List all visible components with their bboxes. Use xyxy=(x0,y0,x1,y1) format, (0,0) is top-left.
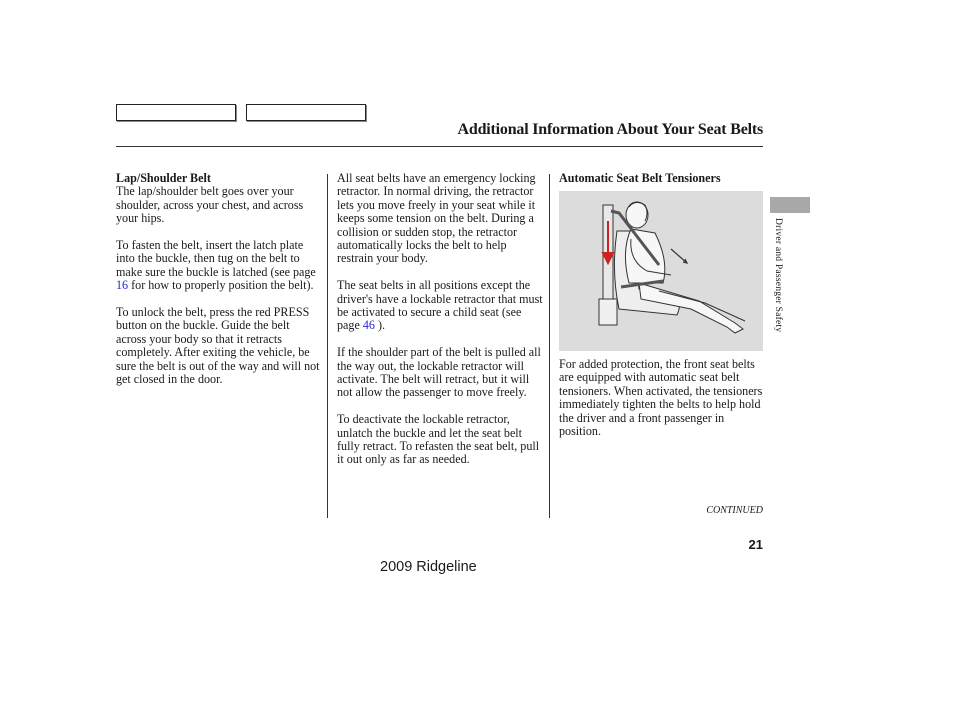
section-heading-lap-shoulder-belt: Lap/Shoulder Belt xyxy=(116,171,211,185)
text-fragment: ). xyxy=(374,318,386,333)
paragraph: The lap/shoulder belt goes over your shoulder, across your chest, and across your hips. xyxy=(116,184,304,226)
text-fragment: for how to properly position the belt). xyxy=(128,278,314,293)
column-emergency-locking-retractor xyxy=(337,172,545,480)
section-side-tab[interactable] xyxy=(770,197,810,213)
column-divider xyxy=(327,174,328,518)
paragraph: All seat belts have an emergency locking retractor. In normal driving, the retractor lets you move freely in your seat while it keeps some tension on the belt. During a collision or sudden stop, the retractor automatically locks the belt to help restrain your body. xyxy=(337,171,536,266)
column-seat-belt-tensioners xyxy=(559,172,763,185)
paragraph xyxy=(116,239,321,293)
paragraph xyxy=(337,279,545,333)
text-fragment: To fasten the belt, insert the latch plate into the buckle, then tug on the belt to make sure the buckle is latched (see page xyxy=(116,238,316,279)
nav-button-2[interactable] xyxy=(246,104,366,121)
column-lap-shoulder-belt xyxy=(116,172,321,400)
seatbelt-figure-icon xyxy=(559,191,763,351)
paragraph: If the shoulder part of the belt is pulled all the way out, the lockable retractor will activate. The belt will retract, but it will not allow the passenger to move freely. xyxy=(337,345,541,400)
section-side-label: Driver and Passenger Safety xyxy=(773,218,784,333)
vehicle-model-footer: 2009 Ridgeline xyxy=(380,559,477,575)
nav-button-1[interactable] xyxy=(116,104,236,121)
tensioners-paragraph: For added protection, the front seat belts are equipped with automatic seat belt tensioners. When activated, the tensioners immediately tighten the belts to help hold the driver and a front passenger in position. xyxy=(559,357,763,439)
column-divider xyxy=(549,174,550,518)
seated-passenger-seatbelt-illustration xyxy=(559,191,763,351)
title-divider xyxy=(116,146,763,147)
section-heading-tensioners: Automatic Seat Belt Tensioners xyxy=(559,171,721,185)
page-title: Additional Information About Your Seat Belts xyxy=(457,121,763,138)
text-fragment: The seat belts in all positions except the driver's have a lockable retractor that must be activated to secure a child seat (see page xyxy=(337,278,543,333)
page-link-46[interactable]: 46 xyxy=(362,318,375,333)
paragraph: To unlock the belt, press the red PRESS button on the buckle. Guide the belt across your body so that it retracts completely. After exiting the vehicle, be sure the belt is out of the way and will not get closed in the door. xyxy=(116,305,320,387)
paragraph: To deactivate the lockable retractor, unlatch the buckle and let the seat belt fully retract. To refasten the seat belt, pull it out only as far as needed. xyxy=(337,412,540,467)
page-link-16[interactable]: 16 xyxy=(116,278,129,293)
page-number: 21 xyxy=(748,537,763,552)
continued-label: CONTINUED xyxy=(706,505,763,516)
